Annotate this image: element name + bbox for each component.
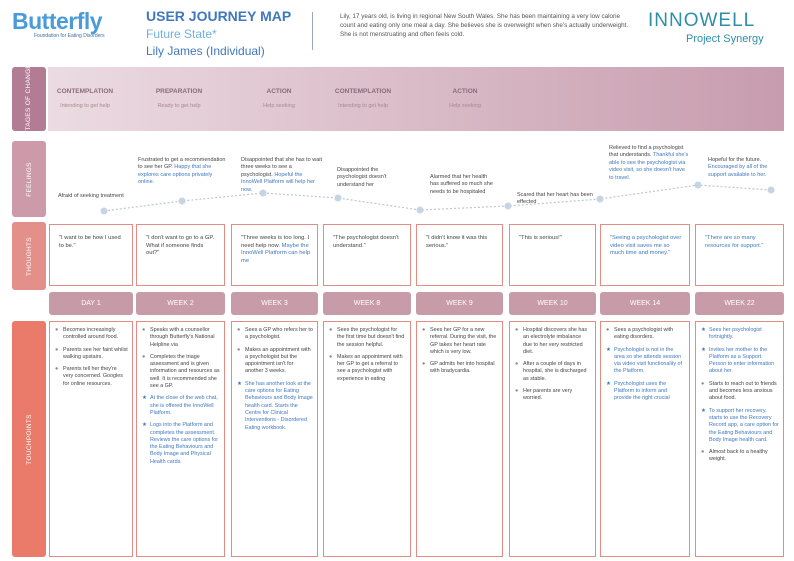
thought-text: "I want to be how I used to be."	[59, 235, 121, 249]
touchpoint-item	[701, 381, 779, 403]
touchpoint-text: Sees her GP for a new referral. During the visit, the GP takes her heart rate which is very low.	[430, 327, 497, 355]
stage-name: CONTEMPLATION	[334, 88, 392, 95]
star-icon: ★	[701, 407, 706, 414]
thought-text: "I didn't know it was this serious."	[426, 235, 488, 249]
touchpoints-day-1	[49, 321, 133, 557]
feeling-dot	[417, 207, 424, 214]
stage-sub: Intending to get help	[60, 103, 110, 109]
touchpoints-week-2	[136, 321, 225, 557]
touchpoint-text: Parents tell her they're very concerned. Googles for online resources.	[63, 366, 123, 387]
touchpoint-item	[515, 361, 591, 383]
touchpoint-text: GP admits her into hospital with bradycardia.	[430, 361, 495, 375]
touchpoint-item-innowell	[701, 347, 779, 376]
thought-8	[695, 224, 784, 286]
touchpoint-text: Starts to reach out to friends and becomes less anxious about food.	[709, 380, 777, 402]
touchpoint-text: Makes an appointment with her GP to get a referral to see a psychologist with experience in eating	[337, 353, 403, 382]
touchpoint-item	[55, 347, 128, 362]
thought-4	[323, 224, 411, 286]
bullet-dot-icon: ●	[329, 353, 333, 360]
stage-sub: Intending to get help	[338, 103, 388, 109]
feeling-text: Frustrated to get a recommendation to see her GP.	[138, 157, 226, 171]
touchpoint-text: Psychologist uses the Platform to inform and provide the right crucial	[614, 380, 670, 402]
touchpoint-item-innowell	[237, 381, 313, 432]
bullet-dot-icon: ●	[142, 327, 146, 333]
feeling-1	[58, 193, 128, 200]
star-icon: ★	[606, 380, 611, 387]
feeling-text: Disappointed that she has to wait three weeks to see a psychologist.	[241, 157, 323, 178]
feeling-dot	[335, 195, 342, 202]
touchpoint-item-innowell	[701, 408, 779, 444]
thought-5	[416, 224, 503, 286]
thought-text: "This is serious!"	[519, 235, 562, 241]
touchpoint-text: Almost back to a healthy weight.	[709, 449, 768, 463]
stage-sub: Ready to get help	[157, 103, 201, 109]
title-block	[146, 8, 291, 58]
thought-text: "I don't want to go to a GP. What if someone finds out?"	[146, 235, 215, 257]
touchpoints-week-9	[416, 321, 503, 557]
feeling-8	[708, 157, 784, 179]
touchpoints-week-14	[600, 321, 690, 557]
star-icon: ★	[142, 395, 147, 402]
touchpoint-text: She has another look at the care options for Eating Behaviours and Body Image health card. Starts the Centre for Clinical Interventions - Disordered Eating workbook.	[245, 380, 313, 431]
period-day-1: DAY 1	[49, 292, 133, 315]
bullet-dot-icon: ●	[701, 380, 705, 387]
touchpoint-item-innowell	[142, 422, 220, 466]
touchpoint-item	[701, 449, 779, 464]
star-icon: ★	[606, 346, 611, 353]
touchpoint-text: Parents see her faint whilst walking upstairs.	[63, 346, 128, 360]
stage-name: ACTION	[266, 88, 292, 95]
feeling-text: Hopeful for the future.	[708, 157, 762, 163]
touchpoint-text: Speaks with a counsellor through Butterfly's National Helpline via	[150, 327, 215, 348]
star-icon: ★	[701, 346, 706, 353]
bullet-dot-icon: ●	[515, 361, 519, 368]
feeling-dot	[768, 187, 775, 194]
bullet-dot-icon: ●	[515, 388, 519, 395]
feeling-dot	[179, 198, 186, 205]
touchpoint-text: At the close of the web chat, she is offered the InnoWell Platform.	[150, 395, 218, 416]
stage-2	[134, 88, 224, 109]
period-week-8: WEEK 8	[323, 292, 411, 315]
bullet-dot-icon: ●	[422, 327, 426, 333]
thought-highlight: Maybe the InnoWell Platform can help me	[241, 242, 311, 264]
touchpoint-item	[142, 354, 220, 390]
innowell-logo	[648, 10, 783, 45]
touchpoint-text: Completes the triage assessment and is given information and resources as well. It is recommended she see a GP.	[150, 353, 220, 390]
period-week-9: WEEK 9	[416, 292, 503, 315]
bullet-dot-icon: ●	[701, 449, 705, 456]
feeling-text: Disappointed the psychologist doesn't understand her	[337, 167, 387, 188]
period-week-22: WEEK 22	[695, 292, 784, 315]
touchpoint-item	[237, 347, 313, 376]
touchpoint-item	[329, 327, 406, 349]
touchpoint-text: Sees her psychologist fortnightly.	[709, 327, 762, 341]
feeling-text: Scared that her heart has been effected	[517, 192, 593, 206]
feeling-highlight: Thankful she's able to see the psychologist via video visit, so she doesn't have to travel.	[609, 152, 689, 181]
touchpoint-text: Becomes increasingly controlled around food.	[63, 327, 119, 341]
bullet-dot-icon: ●	[237, 327, 241, 333]
touchpoint-item	[55, 327, 128, 342]
touchpoint-item	[515, 327, 591, 356]
stage-4	[318, 88, 408, 109]
touchpoint-text: Hospital discovers she has an electrolyte imbalance due to her very restricted diet.	[523, 327, 588, 355]
feeling-text: Relieved to find a psychologist that understands.	[609, 145, 684, 159]
butterfly-logo	[12, 8, 105, 39]
brand-name: Butterfly	[12, 8, 103, 34]
touchpoint-text: Sees the psychologist for the first time but doesn't find the session helpful.	[337, 327, 405, 348]
feeling-7	[609, 145, 691, 182]
touchpoints-week-10	[509, 321, 596, 557]
feeling-6	[517, 192, 595, 207]
feeling-dot	[505, 203, 512, 210]
bullet-dot-icon: ●	[422, 361, 426, 368]
row-label-touchpoints-text: TOUCHPOINTS	[25, 413, 33, 465]
touchpoint-item	[606, 327, 685, 342]
persona-description: Lily, 17 years old, is living in regional New South Wales. She has been maintaining a very low calorie count and eating only one meal a day. She believes she is overweight when she's actually underweight. She is not menstruating and often feels cold.	[340, 13, 629, 38]
thought-text: "The psychologist doesn't understand."	[333, 235, 399, 249]
feeling-text: Alarmed that her health has suffered so much she needs to be hospitaled	[430, 174, 493, 195]
feeling-3	[241, 157, 325, 194]
feeling-2	[138, 157, 226, 187]
feeling-text: Afraid of seeking treatment	[58, 193, 124, 199]
innowell-wordmark: INNOWELL	[648, 10, 756, 31]
touchpoints-week-3	[231, 321, 318, 557]
row-label-feelings	[12, 141, 46, 217]
thought-2	[136, 224, 225, 286]
stage-name: PREPARATION	[155, 88, 203, 95]
feeling-4	[337, 167, 409, 189]
row-label-feelings-text: FEELINGS	[25, 161, 33, 197]
row-label-touchpoints	[12, 321, 46, 557]
period-week-14: WEEK 14	[600, 292, 690, 315]
touchpoint-item	[142, 327, 220, 349]
bullet-dot-icon: ●	[55, 346, 59, 353]
touchpoint-text: Invites her mother to the Platform as a Support Person to enter information about her.	[709, 346, 775, 375]
stage-1	[40, 88, 130, 109]
touchpoints-week-8	[323, 321, 411, 557]
feeling-dot	[597, 196, 604, 203]
touchpoint-text: Makes an appointment with a psychologist but the appointment isn't for another 3 weeks.	[245, 346, 311, 375]
touchpoint-text: Sees a GP who refers her to a psychologist.	[245, 327, 313, 341]
bullet-dot-icon: ●	[55, 366, 59, 373]
bullet-dot-icon: ●	[329, 327, 333, 333]
feeling-5	[430, 174, 496, 196]
feeling-dot	[101, 208, 108, 215]
touchpoint-item	[237, 327, 313, 342]
row-label-thoughts	[12, 222, 46, 290]
touchpoint-item	[55, 366, 128, 388]
star-icon: ★	[701, 327, 706, 333]
touchpoint-item-innowell	[701, 327, 779, 342]
star-icon: ★	[237, 380, 242, 387]
bullet-dot-icon: ●	[142, 353, 146, 360]
touchpoint-text: Psychologist is not in the area so she attends session via video visit functionality of the Platform.	[614, 346, 683, 375]
touchpoint-text: Sees a psychologist with eating disorders.	[614, 327, 674, 341]
feeling-dot	[695, 182, 702, 189]
feeling-highlight: Encouraged by all of the support available to her.	[708, 164, 768, 178]
header-divider	[312, 12, 313, 50]
star-icon: ★	[142, 422, 147, 429]
brand-sub: Foundation for Eating Disorders	[34, 33, 105, 39]
period-week-3: WEEK 3	[231, 292, 318, 315]
stage-name: CONTEMPLATION	[56, 88, 114, 95]
bullet-dot-icon: ●	[515, 327, 519, 333]
stage-sub: Help seeking	[263, 103, 295, 109]
touchpoint-text: To support her recovery, starts to use the Recovery Record app, a care option for the Eating Behaviours and Body Image health card.	[709, 407, 779, 443]
thought-6	[509, 224, 596, 286]
persona-name: Lily James (Individual)	[146, 44, 265, 58]
thought-7	[600, 224, 690, 286]
bullet-dot-icon: ●	[237, 346, 241, 353]
touchpoint-item	[329, 354, 406, 383]
touchpoint-item	[422, 361, 498, 376]
stage-5	[420, 88, 510, 109]
row-label-stages-text: STAGES OF CHANGE	[25, 63, 33, 135]
thought-3	[231, 224, 318, 286]
thought-highlight: "Seeing a psychologist over video visit saves me so much time and money."	[610, 235, 682, 257]
innowell-sub: Project Synergy	[686, 33, 764, 45]
bullet-dot-icon: ●	[55, 327, 59, 333]
period-week-10: WEEK 10	[509, 292, 596, 315]
touchpoint-item-innowell	[606, 381, 685, 403]
stage-name: ACTION	[452, 88, 478, 95]
stage-3	[234, 88, 324, 109]
feeling-highlight: Happy that she explores care options privately online.	[138, 164, 213, 186]
thought-text: "Three weeks is too long. I need help now.	[241, 235, 310, 249]
stage-sub: Help seeking	[449, 103, 481, 109]
touchpoint-text: Logs into the Platform and completes the assessment. Reviews the care options for the Eating Behaviours and Body Image and Physical Health cards.	[150, 422, 219, 465]
thought-highlight: "There are so many resources for support."	[705, 235, 764, 249]
bullet-dot-icon: ●	[606, 327, 610, 333]
touchpoint-text: After a couple of days in hospital, she is discharged as stable.	[523, 361, 587, 382]
row-label-thoughts-text: THOUGHTS	[25, 236, 33, 276]
period-week-2: WEEK 2	[136, 292, 225, 315]
touchpoint-item	[422, 327, 498, 356]
touchpoint-item	[515, 388, 591, 403]
feeling-highlight: Hopeful the InnoWell Platform will help her now.	[241, 171, 315, 193]
touchpoints-week-22	[695, 321, 784, 557]
touchpoint-item-innowell	[142, 395, 220, 417]
page-subtitle: Future State*	[146, 27, 217, 41]
touchpoint-text: Her parents are very worried.	[523, 388, 573, 402]
touchpoint-item-innowell	[606, 347, 685, 376]
page-title: USER JOURNEY MAP	[146, 8, 292, 24]
thought-1	[49, 224, 133, 286]
